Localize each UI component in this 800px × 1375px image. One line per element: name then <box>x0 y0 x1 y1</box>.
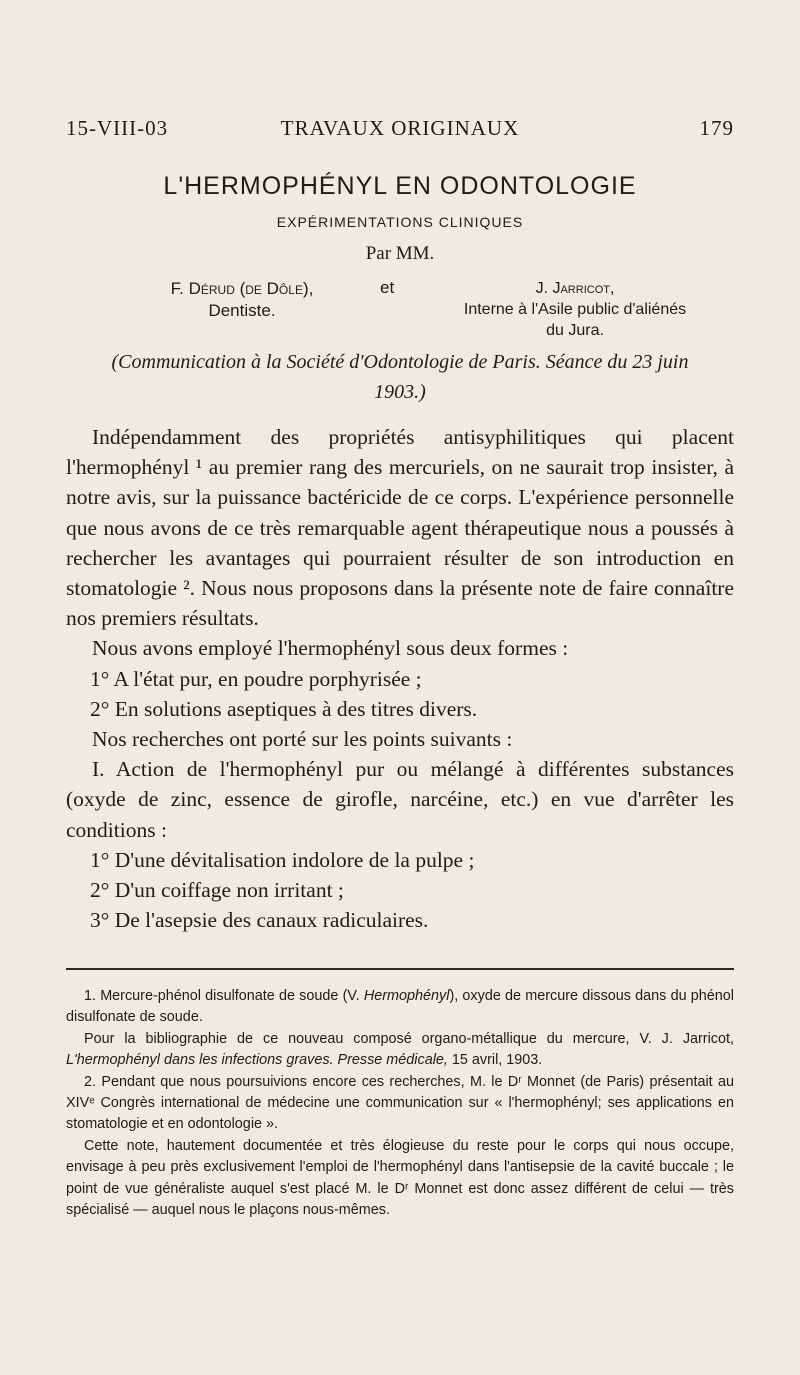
footnote-1-biblio-a: Pour la bibliographie de ce nouveau composé organo-métallique du mercure, V. J. Jarricot, <box>84 1030 734 1047</box>
list-item-devitalisation: 1° D'une dévitalisation indolore de la pulpe ; <box>90 847 475 872</box>
paragraph-research-points: Nos recherches ont porté sur les points suivants : <box>92 727 513 752</box>
paragraph-forms: Nous avons employé l'hermophényl sous deux formes : <box>92 636 569 661</box>
author-jarricot-name: J. Jarricot, <box>535 280 615 297</box>
article-body <box>66 422 734 935</box>
article-title: L'HERMOPHÉNYL EN ODONTOLOGIE <box>163 172 637 200</box>
footnote-1-italic: Hermophényl <box>363 988 450 1004</box>
author-jarricot-role-1: Interne à l'Asile public d'aliénés <box>463 301 687 318</box>
author-jarricot-role-2: du Jura. <box>546 322 604 339</box>
footnote-2-continued: Cette note, hautement documentée et très élogieuse du reste pour le corps qui nous occupe, envisage à peu près exclusivement l'emploi de l'hermophényl dans l'antisepsie de la cavité buccale ; le point de vue généraliste auquel s'est placé M. le Dʳ Monnet est donc assez différent de celui — très spécialisé — auquel nous le plaçons nous-mêmes. <box>66 1137 734 1219</box>
footnotes <box>66 986 734 1221</box>
article-subtitle: EXPÉRIMENTATIONS CLINIQUES <box>276 214 524 230</box>
issue-date: 15-VIII-03 <box>66 116 169 140</box>
author-derud-name: F. Dérud (de Dôle), <box>170 279 314 298</box>
list-item-coiffage: 2° D'un coiffage non irritant ; <box>90 878 344 903</box>
communication-note <box>64 347 736 407</box>
communication-line-2: 1903.) <box>374 381 426 403</box>
footnote-1-biblio-italic: L'hermophényl dans les infections graves. Presse médicale, <box>66 1052 448 1069</box>
list-item-pure: 1° A l'état pur, en poudre porphyrisée ; <box>90 666 422 691</box>
paragraph-intro: Indépendamment des propriétés antisyphilitiques qui placent l'hermophényl ¹ au premier rang des mercuriels, on ne saurait trop insister, à notre avis, sur la puissance bactéricide de ce corps. L'expérience personnelle que nous avons de ce très remarquable agent thérapeutique nous a poussés à rechercher les avantages qui pourraient résulter de son introduction en stomatologie ². Nous nous proposons dans la présente note de faire connaître nos premiers résultats. <box>66 425 734 631</box>
section-title: TRAVAUX ORIGINAUX <box>280 116 520 140</box>
page-number: 179 <box>699 116 734 140</box>
footnote-1-bibliography <box>66 1029 734 1072</box>
running-header <box>66 116 734 146</box>
footnote-1 <box>66 986 734 1029</box>
author-conjunction: et <box>380 278 395 297</box>
author-derud <box>122 278 362 322</box>
byline: Par MM. <box>365 243 435 264</box>
author-jarricot <box>425 278 725 341</box>
footnote-1-text-a: 1. Mercure-phénol disulfonate de soude (V. <box>84 988 364 1004</box>
communication-line-1: (Communication à la Société d'Odontologie de Paris. Séance du 23 juin <box>111 351 689 373</box>
footnote-2: 2. Pendant que nous poursuivions encore ces recherches, M. le Dʳ Monnet (de Paris) présentait au XIVᵉ Congrès international de médecine une communication sur « l'hermophényl; ses applications en stomatologie et en odontologie ». <box>66 1073 734 1133</box>
list-item-solutions: 2° En solutions aseptiques à des titres divers. <box>90 696 478 721</box>
footnote-1-biblio-b: 15 avril, 1903. <box>447 1052 543 1069</box>
list-item-asepsie: 3° De l'asepsie des canaux radiculaires. <box>90 908 429 933</box>
footnote-divider <box>66 968 734 970</box>
paragraph-action: I. Action de l'hermophényl pur ou mélangé à différentes substances (oxyde de zinc, essence de girofle, narcéine, etc.) en vue d'arrêter les conditions : <box>66 757 734 842</box>
footnote-1-text-b: ), oxyde de mercure dissous dans du phénol disulfonate de soude. <box>66 988 734 1026</box>
author-derud-role: Dentiste. <box>208 301 276 320</box>
